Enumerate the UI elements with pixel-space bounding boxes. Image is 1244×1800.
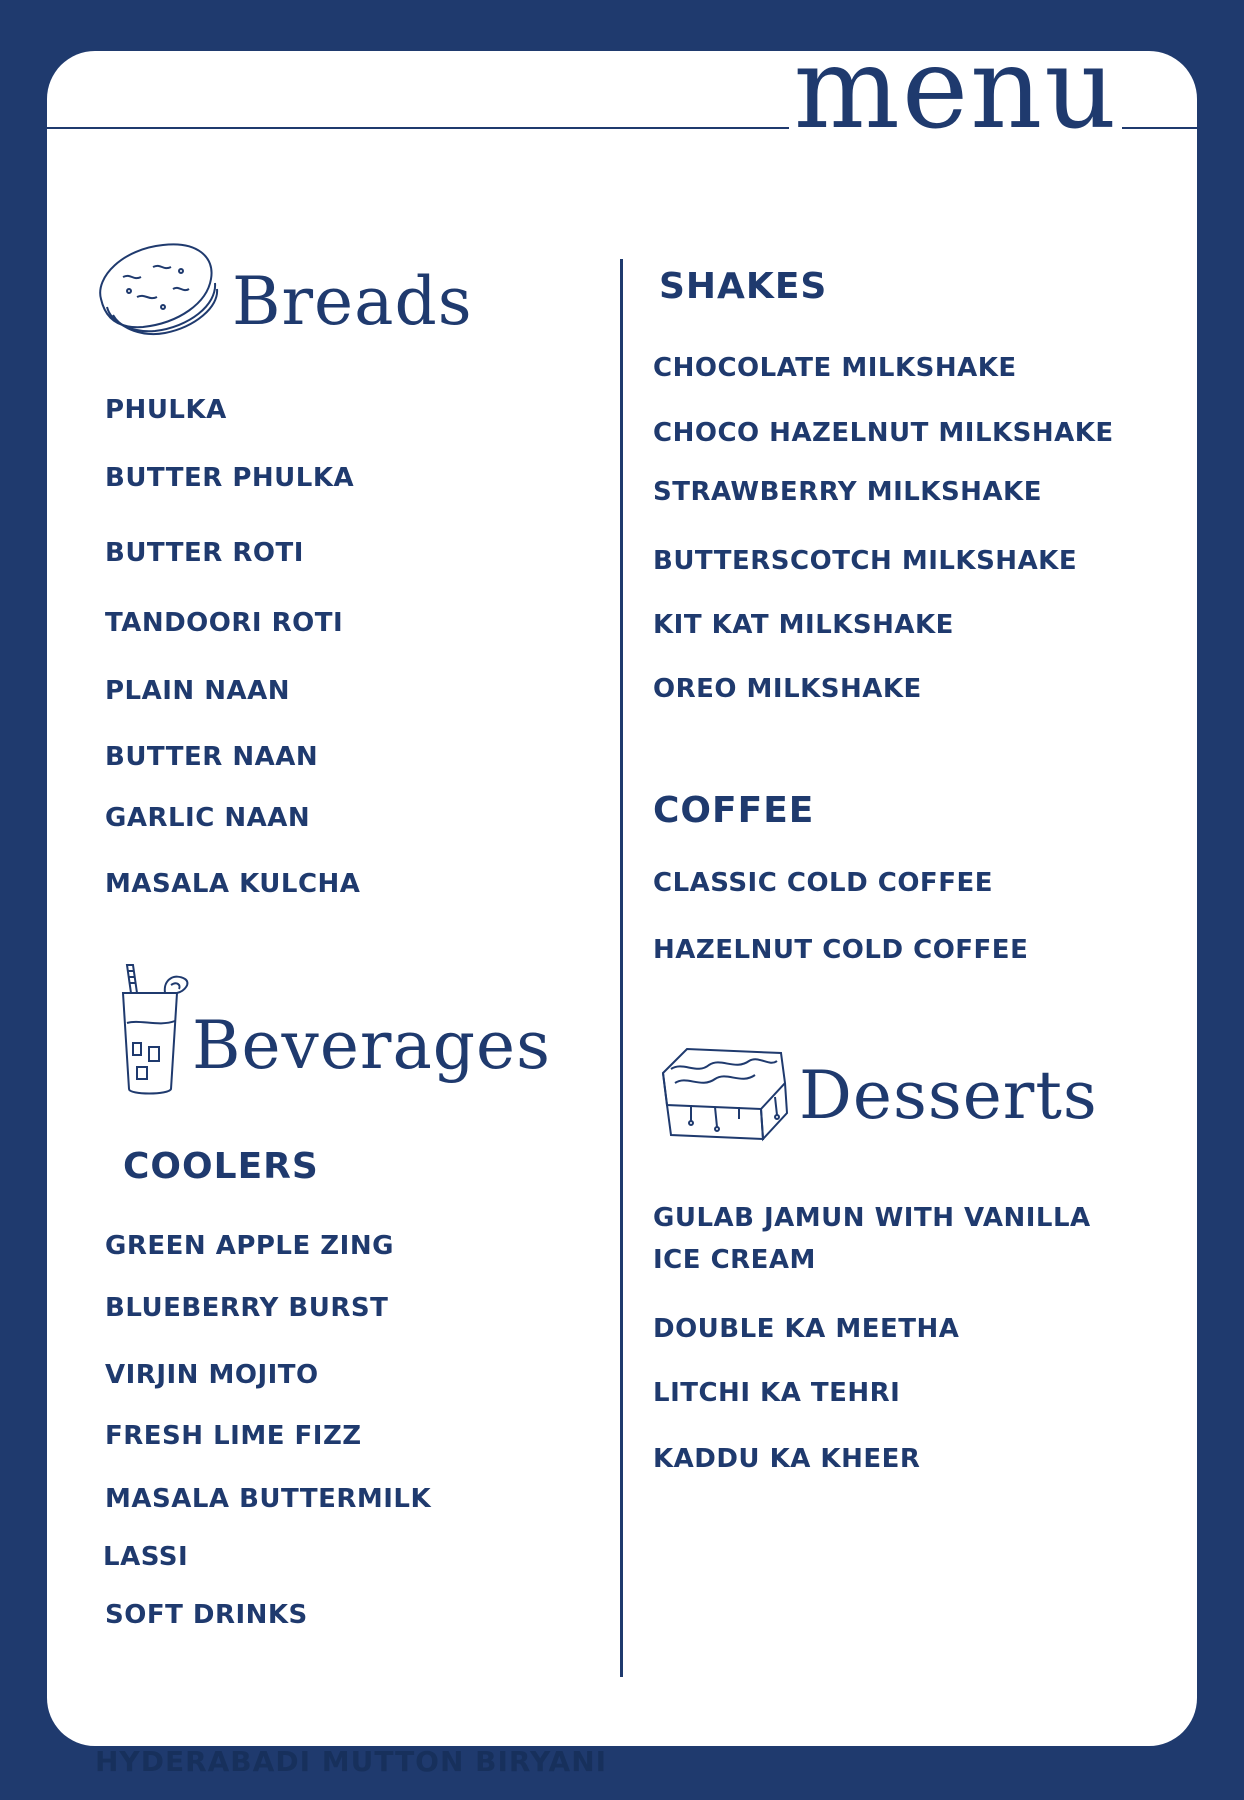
cooler-item: FRESH LIME FIZZ (105, 1421, 362, 1451)
breads-heading: Breads (232, 263, 473, 340)
bread-item: TANDOORI ROTI (105, 608, 344, 638)
shake-item: OREO MILKSHAKE (653, 674, 922, 704)
cooler-item: VIRJIN MOJITO (105, 1360, 319, 1390)
coffee-item: CLASSIC COLD COFFEE (653, 868, 993, 898)
shake-item: KIT KAT MILKSHAKE (653, 610, 954, 640)
menu-title: menu (793, 51, 1119, 154)
dessert-cake-icon (657, 1039, 791, 1143)
shake-item: CHOCO HAZELNUT MILKSHAKE (653, 418, 1114, 448)
shakes-heading: SHAKES (659, 266, 828, 307)
dessert-item: DOUBLE KA MEETHA (653, 1314, 960, 1344)
column-divider (620, 259, 623, 1677)
cooler-item: SOFT DRINKS (105, 1600, 308, 1630)
title-rule-right (1122, 127, 1197, 129)
bread-item: PHULKA (105, 395, 227, 425)
bread-item: MASALA KULCHA (105, 869, 361, 899)
bread-item: BUTTER NAAN (105, 742, 319, 772)
bread-item: BUTTER ROTI (105, 538, 304, 568)
shake-item: BUTTERSCOTCH MILKSHAKE (653, 546, 1078, 576)
cooler-item: BLUEBERRY BURST (105, 1293, 389, 1323)
shake-item: CHOCOLATE MILKSHAKE (653, 353, 1017, 383)
bread-item: PLAIN NAAN (105, 676, 290, 706)
partial-footer-title: HYDERABADI MUTTON BIRYANI (95, 1745, 608, 1778)
coffee-heading: COFFEE (653, 790, 815, 831)
dessert-item: GULAB JAMUN WITH VANILLA ICE CREAM (653, 1203, 1091, 1275)
shake-item: STRAWBERRY MILKSHAKE (653, 477, 1042, 507)
drink-glass-icon (119, 963, 199, 1099)
desserts-heading: Desserts (799, 1057, 1098, 1134)
cooler-item: GREEN APPLE ZING (105, 1231, 394, 1261)
bread-icon (93, 237, 219, 337)
dessert-item: LITCHI KA TEHRI (653, 1378, 901, 1408)
coffee-item: HAZELNUT COLD COFFEE (653, 935, 1029, 965)
menu-card (47, 51, 1197, 1746)
bread-item: GARLIC NAAN (105, 803, 311, 833)
bread-item: BUTTER PHULKA (105, 463, 355, 493)
title-rule-left (47, 127, 789, 129)
cooler-item: LASSI (103, 1542, 189, 1572)
coolers-heading: COOLERS (123, 1146, 319, 1187)
cooler-item: MASALA BUTTERMILK (105, 1484, 432, 1514)
beverages-heading: Beverages (192, 1007, 551, 1084)
dessert-item: KADDU KA KHEER (653, 1444, 921, 1474)
